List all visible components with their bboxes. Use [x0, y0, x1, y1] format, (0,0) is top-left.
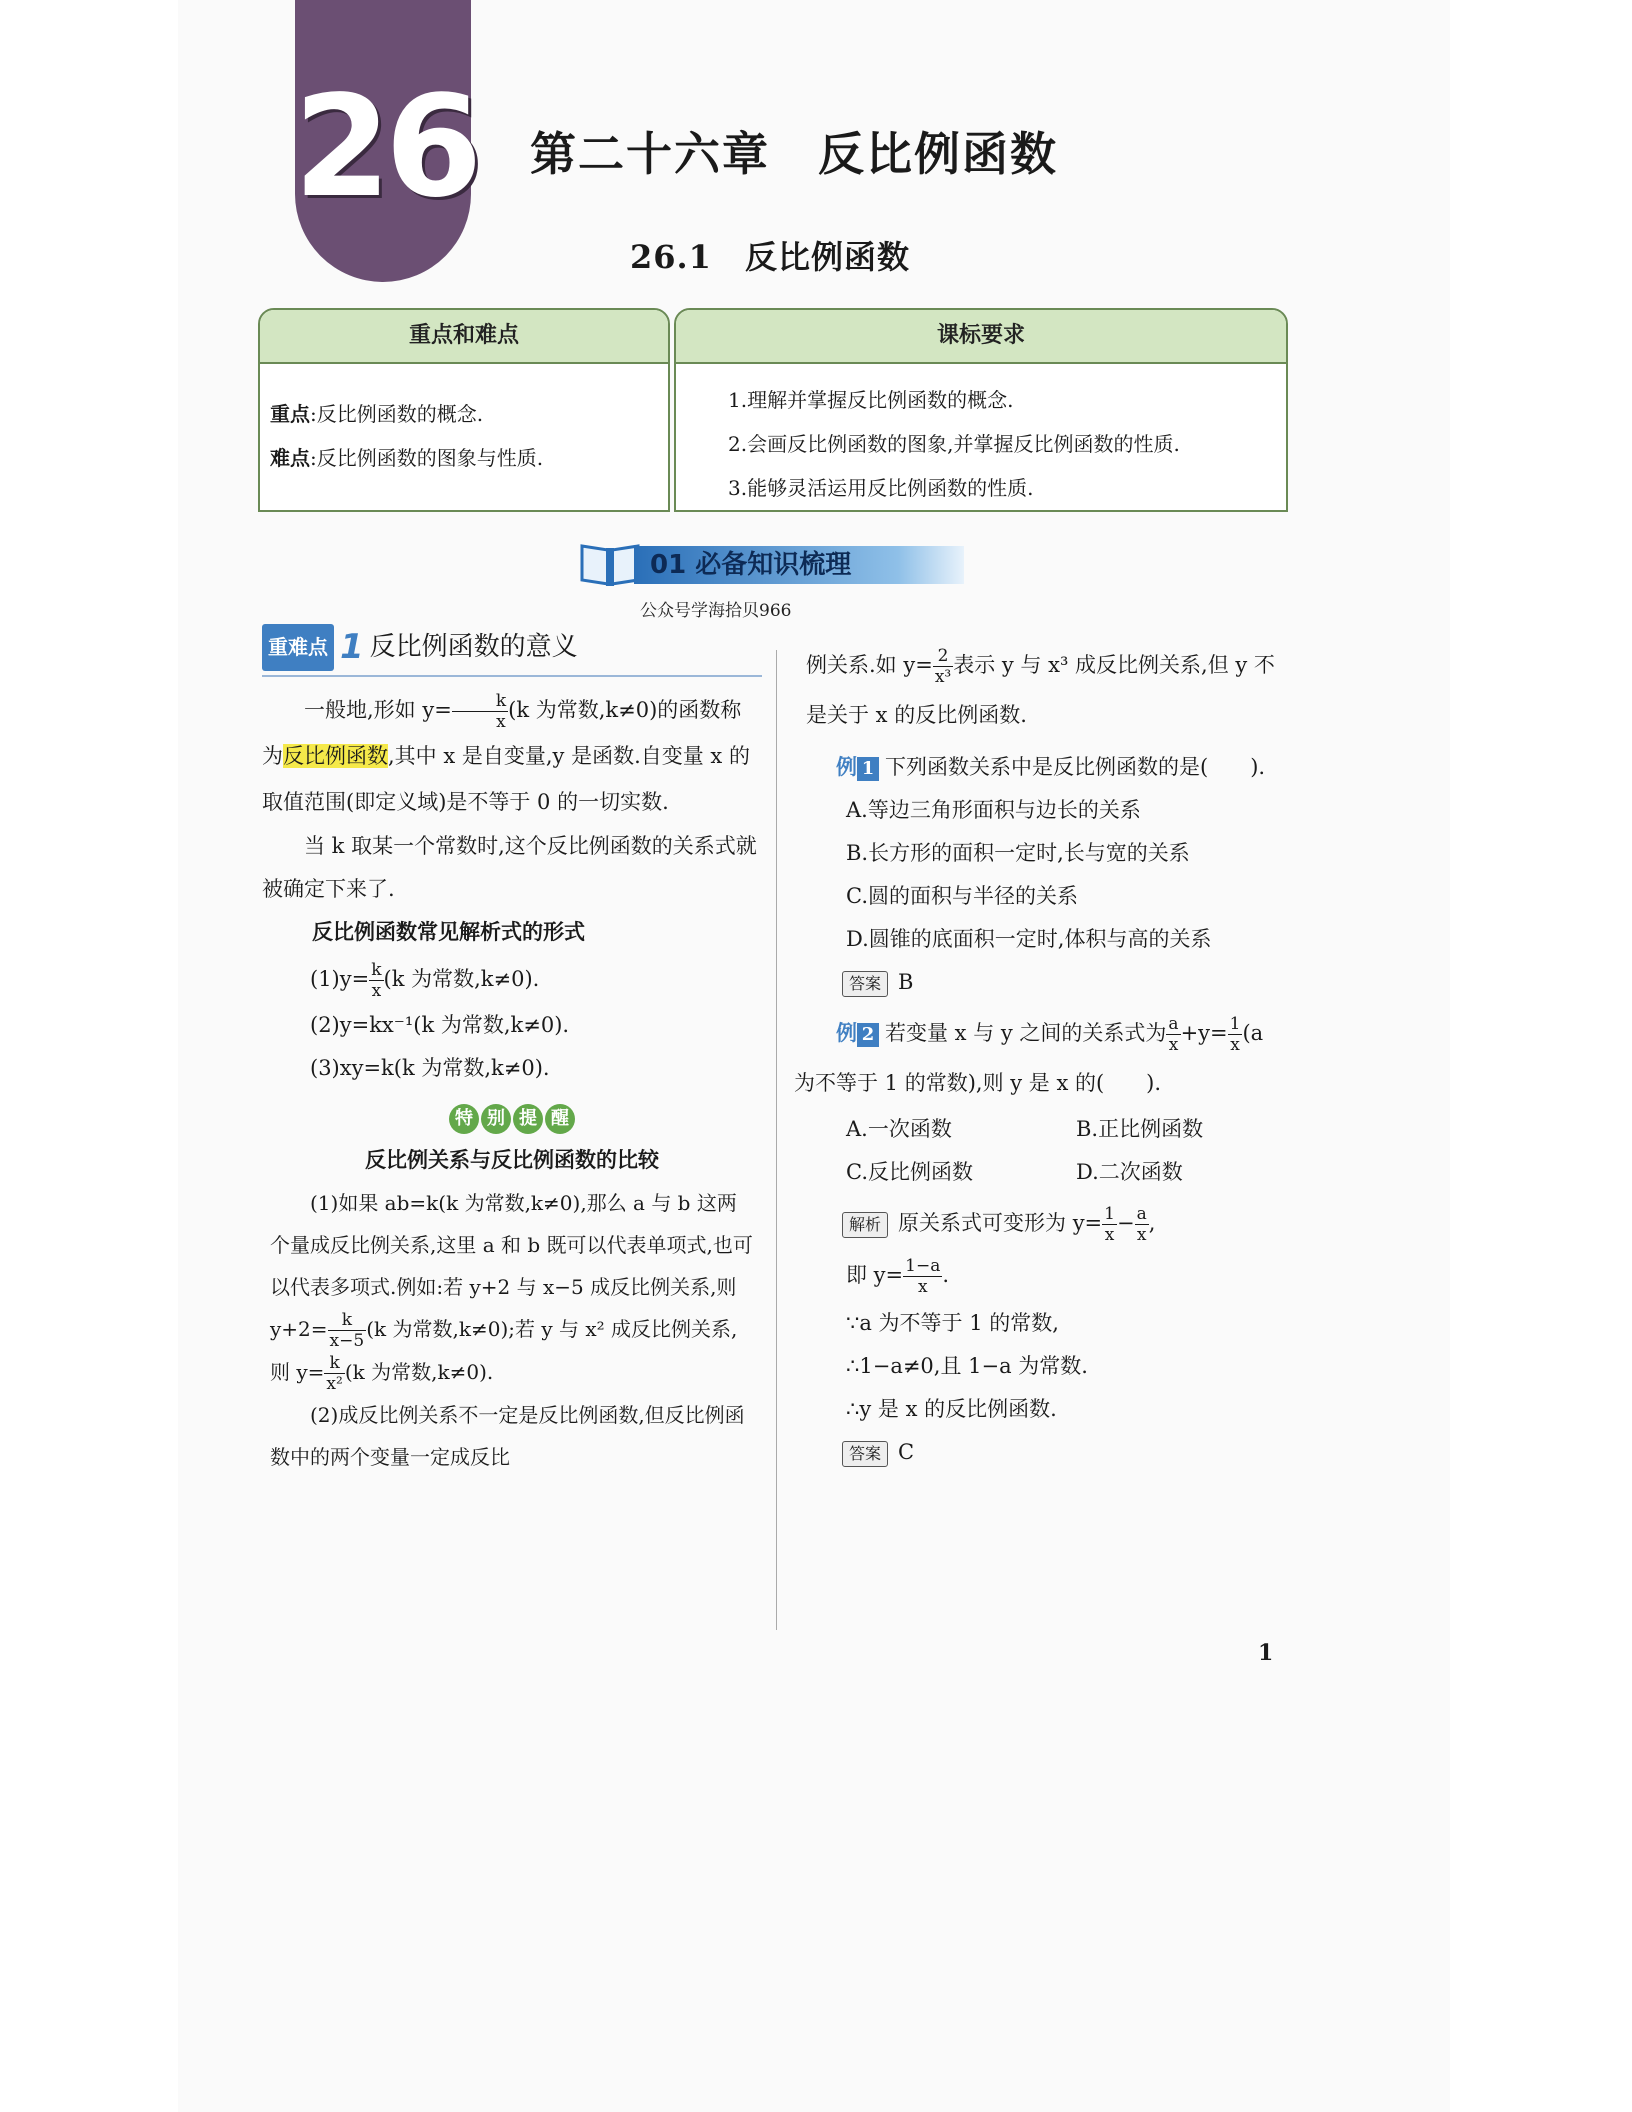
answer-label: 答案: [842, 1441, 888, 1467]
analysis-label: 解析: [842, 1212, 888, 1238]
text: 原关系式可变形为 y=: [898, 1211, 1103, 1235]
open-book-icon: [578, 538, 642, 588]
text: (k 为常数,k≠0)的函数称为: [262, 698, 742, 768]
standard-item: 2.会画反比例函数的图象,并掌握反比例函数的性质.: [728, 432, 1180, 456]
watermark: 公众号学海拾贝966: [640, 601, 792, 621]
example-number: 2: [857, 1023, 879, 1047]
answer-1: [794, 961, 1286, 1004]
focus-text: :反比例函数的概念.: [310, 402, 484, 426]
focus-label: 重点: [270, 402, 310, 426]
text: (1)y=: [310, 967, 370, 991]
numerator: 1−a: [905, 1256, 941, 1276]
example-2: [794, 1008, 1286, 1108]
topic-title: 反比例函数的意义: [369, 632, 578, 662]
numerator: a: [1136, 1204, 1147, 1224]
numerator: 1: [1104, 1204, 1115, 1224]
numerator: a: [1168, 1014, 1179, 1034]
difficulty-label: 难点: [270, 446, 310, 470]
option: B.长方形的面积一定时,长与宽的关系: [846, 841, 1190, 865]
fraction: [1135, 1204, 1149, 1245]
highlight-term: 反比例函数: [283, 744, 388, 768]
right-column: [794, 640, 1286, 1474]
text: (k 为常数,k≠0);若 y 与 x² 成反比例关系,则 y=: [270, 1317, 738, 1384]
reminder-badges: [262, 1096, 762, 1139]
focus-line: [270, 392, 658, 436]
note-1: [262, 1182, 762, 1394]
options-row-1: [794, 1108, 1286, 1151]
denominator: x: [917, 1277, 928, 1297]
fraction: [1166, 1014, 1180, 1055]
form-1: [262, 954, 762, 1004]
topic-rule: [262, 675, 762, 677]
reminder-char: 提: [513, 1104, 543, 1134]
text: 表示 y 与 x³ 成反比例关系,但 y 不是关于 x 的反比例函数.: [806, 653, 1275, 727]
section-banner: [578, 538, 982, 588]
note-2: (2)成反比例关系不一定是反比例函数,但反比例函数中的两个变量一定成反比: [270, 1403, 745, 1469]
numerator: 2: [933, 646, 953, 667]
example-question: 下列函数关系中是反比例函数的是( ).: [885, 755, 1266, 779]
paragraph: 当 k 取某一个常数时,这个反比例函数的关系式就被确定下来了.: [262, 834, 757, 901]
forms-title: 反比例函数常见解析式的形式: [312, 920, 585, 944]
text: ,: [1148, 1211, 1156, 1235]
example-1: [794, 746, 1286, 789]
analysis-step: ∴y 是 x 的反比例函数.: [846, 1397, 1057, 1421]
analysis-step: ∴1−a≠0,且 1−a 为常数.: [846, 1354, 1088, 1378]
standard-item: 1.理解并掌握反比例函数的概念.: [728, 388, 1014, 412]
fraction: [1228, 1014, 1243, 1055]
banner-title: 01 必备知识梳理: [650, 550, 852, 580]
text: 若变量 x 与 y 之间的关系式为: [885, 1021, 1167, 1045]
section-title: 26.1 反比例函数: [630, 238, 910, 276]
topic-number: 1: [340, 627, 364, 667]
denominator: x: [1168, 1035, 1179, 1055]
option: B.正比例函数: [1076, 1117, 1204, 1141]
difficulty-line: [270, 436, 658, 480]
reminder-char: 别: [481, 1104, 511, 1134]
answer-value: C: [898, 1440, 915, 1464]
reminder-char: 醒: [545, 1104, 575, 1134]
denominator: x³: [934, 667, 952, 687]
difficulty-text: :反比例函数的图象与性质.: [310, 446, 544, 470]
analysis-step: [794, 1248, 1286, 1302]
numerator: k: [371, 960, 382, 980]
option: A.一次函数: [846, 1117, 952, 1141]
option: C.圆的面积与半径的关系: [846, 884, 1078, 908]
fraction: [903, 1256, 942, 1297]
example-label: 例: [836, 755, 857, 779]
answer-label: 答案: [842, 971, 888, 997]
text: (k 为常数,k≠0).: [344, 1360, 494, 1384]
answer-value: B: [898, 970, 914, 994]
topic-heading: [262, 624, 762, 677]
fraction: [328, 1310, 367, 1351]
numerator: 1: [1229, 1014, 1241, 1034]
text: 即 y=: [846, 1263, 904, 1287]
form-2: (2)y=kx⁻¹(k 为常数,k≠0).: [310, 1013, 570, 1037]
example-label: 例: [836, 1021, 857, 1045]
text: +y=: [1180, 1021, 1228, 1045]
example-number: 1: [857, 757, 879, 781]
topic-badge: 重难点: [262, 624, 334, 671]
denominator: x: [1230, 1035, 1240, 1055]
option: A.等边三角形面积与边长的关系: [846, 798, 1141, 822]
page-number: 1: [1258, 1640, 1274, 1666]
compare-title: 反比例关系与反比例函数的比较: [365, 1148, 659, 1172]
standard-item: 3.能够灵活运用反比例函数的性质.: [728, 476, 1034, 500]
analysis-step: ∵a 为不等于 1 的常数,: [846, 1311, 1059, 1335]
answer-2: [794, 1431, 1286, 1474]
definition-paragraph: [262, 687, 762, 825]
text: .: [942, 1263, 950, 1287]
form-3: (3)xy=k(k 为常数,k≠0).: [310, 1056, 550, 1080]
numerator: k: [328, 1310, 367, 1331]
text: (1)如果 ab=k(k 为常数,k≠0),那么 a 与 b 这两个量成反比例关系,这里 a 和 b 既可以代表单项式,也可以代表多项式.例如:若 y+2 与 x−5 成反比例关系,则 y+2=: [270, 1191, 753, 1341]
fraction: [452, 691, 508, 732]
numerator: k: [452, 691, 508, 712]
fraction: [369, 960, 383, 1001]
text: (a 为不等于 1 的常数),则 y 是 x 的( ).: [794, 1021, 1264, 1095]
option: D.圆锥的底面积一定时,体积与高的关系: [846, 927, 1212, 951]
standards-header: 课标要求: [676, 310, 1286, 364]
options-row-2: [794, 1151, 1286, 1194]
analysis: [794, 1198, 1286, 1248]
reminder-char: 特: [449, 1104, 479, 1134]
key-points-box: [258, 308, 670, 512]
text: ,其中 x 是自变量,y 是函数.自变量 x 的取值范围(即定义域)是不等于 0 的一切实数.: [262, 744, 750, 814]
option: D.二次函数: [1076, 1160, 1183, 1184]
fraction: [324, 1353, 344, 1394]
standards-box: [674, 308, 1288, 512]
denominator: x: [1136, 1225, 1147, 1245]
key-points-header: 重点和难点: [260, 310, 668, 364]
denominator: x: [496, 712, 506, 732]
text: (k 为常数,k≠0).: [383, 967, 540, 991]
denominator: x²: [326, 1374, 343, 1394]
column-divider: [776, 650, 777, 1630]
continuation: [794, 640, 1286, 740]
fraction: [1102, 1204, 1117, 1245]
text: 一般地,形如 y=: [304, 698, 452, 722]
text: −: [1116, 1211, 1135, 1235]
denominator: x: [1104, 1225, 1115, 1245]
denominator: x−5: [329, 1331, 365, 1351]
left-column: [262, 624, 762, 1478]
option: C.反比例函数: [846, 1160, 973, 1184]
chapter-title: 第二十六章 反比例函数: [530, 127, 1058, 181]
numerator: k: [324, 1353, 344, 1374]
chapter-number: 26: [293, 66, 477, 229]
denominator: x: [371, 981, 382, 1001]
fraction: [933, 646, 953, 687]
text: 例关系.如 y=: [806, 653, 933, 677]
